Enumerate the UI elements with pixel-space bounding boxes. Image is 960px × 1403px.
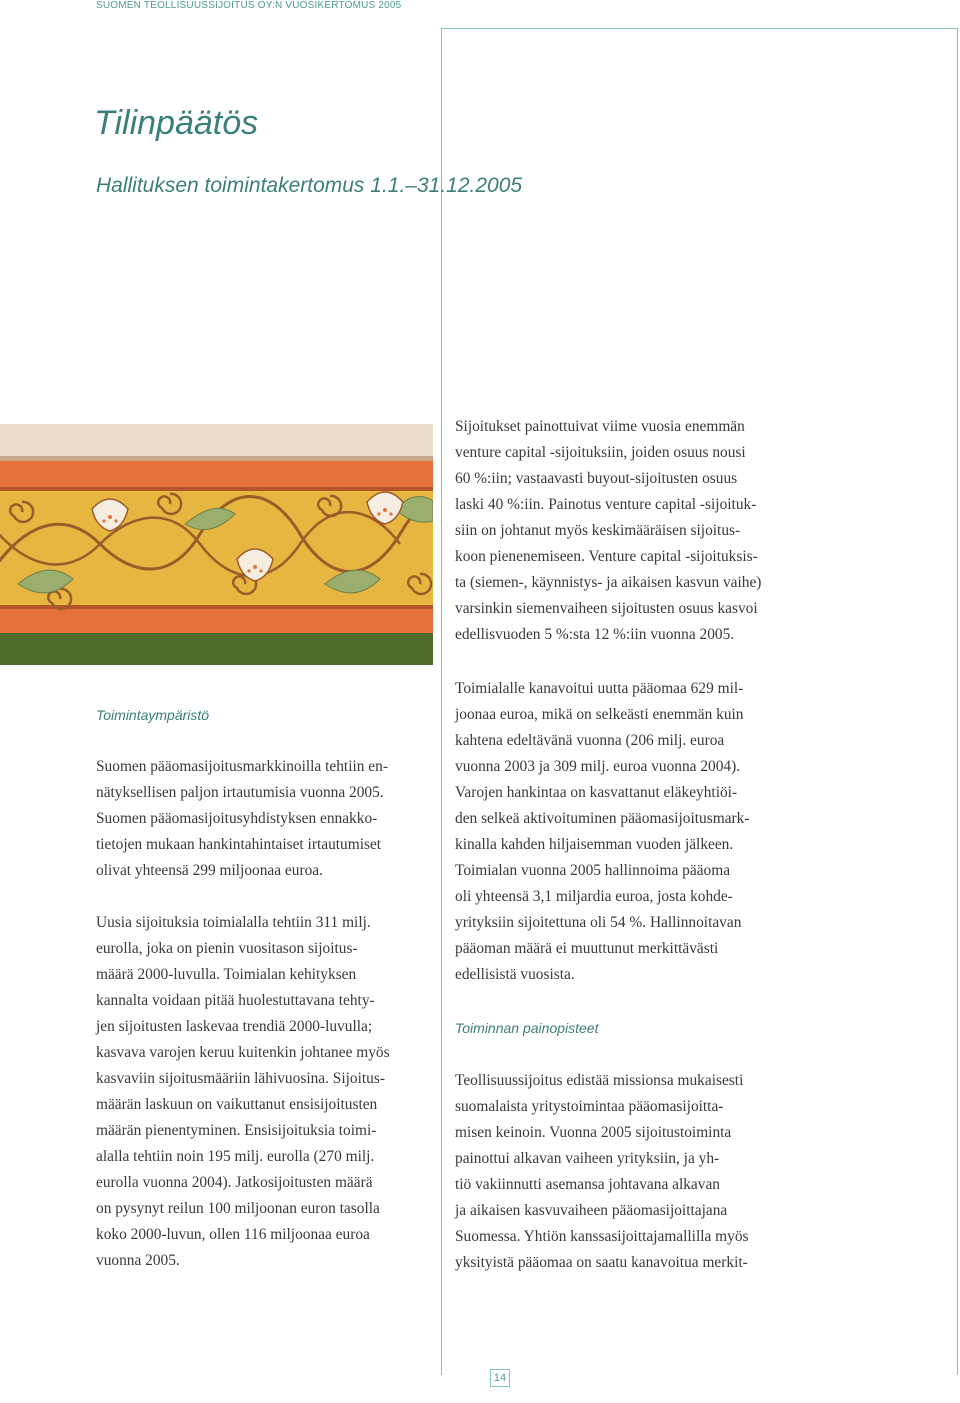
text-line: siin on johtanut myös keskimääräisen sijoitus- xyxy=(455,522,741,539)
text-line: Toimialan vuonna 2005 hallinnoima pääoma xyxy=(455,862,731,879)
text-line: eurolla vuonna 2004). Jatkosijoitusten määrä xyxy=(96,1174,373,1191)
text-line: Suomen pääomasijoitusyhdistyksen ennakko- xyxy=(96,810,378,827)
text-line: joonaa euroa, mikä on selkeästi enemmän kuin xyxy=(455,706,744,723)
text-line: painottui alkavan vaiheen yrityksiin, ja yh- xyxy=(455,1150,720,1167)
page-title: Tilinpäätös xyxy=(94,104,259,142)
text-line: määrän laskuun on vaikuttanut ensisijoitusten xyxy=(96,1096,378,1113)
frieze-bottom-orange-band xyxy=(0,609,433,633)
text-line: määrän pienentyminen. Ensisijoituksia toimi- xyxy=(96,1122,377,1139)
text-line: tietojen mukaan hankintahintaiset irtautumiset xyxy=(96,836,382,853)
text-line: vuonna 2003 ja 309 milj. euroa vuonna 2004). xyxy=(455,758,741,775)
text-line: edellisvuoden 5 %:sta 12 %:iin vuonna 2005. xyxy=(455,626,735,643)
text-line: Varojen hankintaa on kasvattanut eläkeyhtiöi- xyxy=(455,784,738,801)
text-line: ta (siemen-, käynnistys- ja aikaisen kasvun vaihe) xyxy=(455,574,762,591)
text-line: Uusia sijoituksia toimialalla tehtiin 311 milj. xyxy=(96,914,371,931)
running-head: SUOMEN TEOLLISUUSSIJOITUS OY:N VUOSIKERTOMUS 2005 xyxy=(96,0,402,11)
text-line: Toimialalle kanavoitui uutta pääomaa 629 mil- xyxy=(455,680,744,697)
text-line: pääoman määrä ei muuttunut merkittävästi xyxy=(455,940,719,957)
text-line: koon pienenemiseen. Venture capital -sijoituksis- xyxy=(455,548,758,565)
text-line: laski 40 %:iin. Painotus venture capital -sijoituk- xyxy=(455,496,757,513)
left-paragraph-1 xyxy=(96,754,388,884)
text-line: Teollisuussijoitus edistää missionsa mukaisesti xyxy=(455,1072,744,1089)
text-line: varsinkin siemenvaiheen sijoitusten osuus kasvoi xyxy=(455,600,758,617)
text-line: kasvaviin sijoitusmääriin lähivuosina. Sijoitus- xyxy=(96,1070,385,1087)
text-line: Suomessa. Yhtiön kanssasijoittajamallilla myös xyxy=(455,1228,749,1245)
right-paragraph-2 xyxy=(455,676,749,988)
text-line: kannalta voidaan pitää huolestuttavana tehty- xyxy=(96,992,375,1009)
text-line: koko 2000-luvun, ollen 116 miljoonaa euroa xyxy=(96,1226,370,1243)
text-line: kinalla kahden hiljaisemman vuoden jälkeen. xyxy=(455,836,734,853)
text-line: nätyksellisen paljon irtautumisia vuonna 2005. xyxy=(96,784,384,801)
text-line: olivat yhteensä 299 miljoonaa euroa. xyxy=(96,862,323,879)
text-line: 60 %:iin; vastaavasti buyout-sijoitusten osuus xyxy=(455,470,738,487)
text-line: yrityksiin sijoitettuna oli 54 %. Hallinnoitavan xyxy=(455,914,742,931)
text-line: jen sijoitusten laskevaa trendiä 2000-luvulla; xyxy=(96,1018,373,1035)
text-line: vuonna 2005. xyxy=(96,1252,180,1269)
text-line: eurolla, joka on pienin vuositason sijoitus- xyxy=(96,940,358,957)
text-line: misen keinoin. Vuonna 2005 sijoitustoiminta xyxy=(455,1124,732,1141)
text-line: alalla tehtiin noin 195 milj. eurolla (270 milj. xyxy=(96,1148,375,1165)
text-line: ja aikaisen kasvuvaiheen pääomasijoittajana xyxy=(455,1202,728,1219)
text-line: venture capital -sijoituksiin, joiden osuus nousi xyxy=(455,444,746,461)
right-paragraph-3 xyxy=(455,1068,749,1276)
text-line: den selkeä aktivoituminen pääomasijoitusmark- xyxy=(455,810,750,827)
right-paragraph-1 xyxy=(455,414,761,648)
text-line: oli yhteensä 3,1 miljardia euroa, josta kohde- xyxy=(455,888,733,905)
text-line: kasvava varojen keruu kuitenkin johtanee myös xyxy=(96,1044,390,1061)
text-line: edellisistä vuosista. xyxy=(455,966,575,983)
section-heading-toimintaymparisto: Toimintaympäristö xyxy=(96,707,210,723)
text-line: Suomen pääomasijoitusmarkkinoilla tehtiin en- xyxy=(96,758,388,775)
frieze-top-orange-band xyxy=(0,461,433,487)
left-paragraph-2 xyxy=(96,910,390,1274)
text-line: tiö vakiinnutti asemansa johtavana alkavan xyxy=(455,1176,720,1193)
text-line: on pysynyt reilun 100 miljoonan euron tasolla xyxy=(96,1200,380,1217)
text-line: Sijoitukset painottuivat viime vuosia enemmän xyxy=(455,418,745,435)
text-line: yksityistä pääomaa on saatu kanavoitua merkit- xyxy=(455,1254,748,1271)
text-line: suomalaista yritystoimintaa pääomasijoitta- xyxy=(455,1098,724,1115)
text-line: määrä 2000-luvulla. Toimialan kehityksen xyxy=(96,966,357,983)
frieze-wall-band xyxy=(0,424,433,456)
ornamental-frieze-photo xyxy=(0,424,433,665)
frieze-green-base xyxy=(0,633,433,665)
page-number: 14 xyxy=(490,1369,510,1387)
page-subtitle: Hallituksen toimintakertomus 1.1.–31.12.2005 xyxy=(96,174,523,197)
text-line: kahtena edeltävänä vuonna (206 milj. euroa xyxy=(455,732,725,749)
section-heading-toiminnan-painopisteet: Toiminnan painopisteet xyxy=(455,1020,599,1036)
